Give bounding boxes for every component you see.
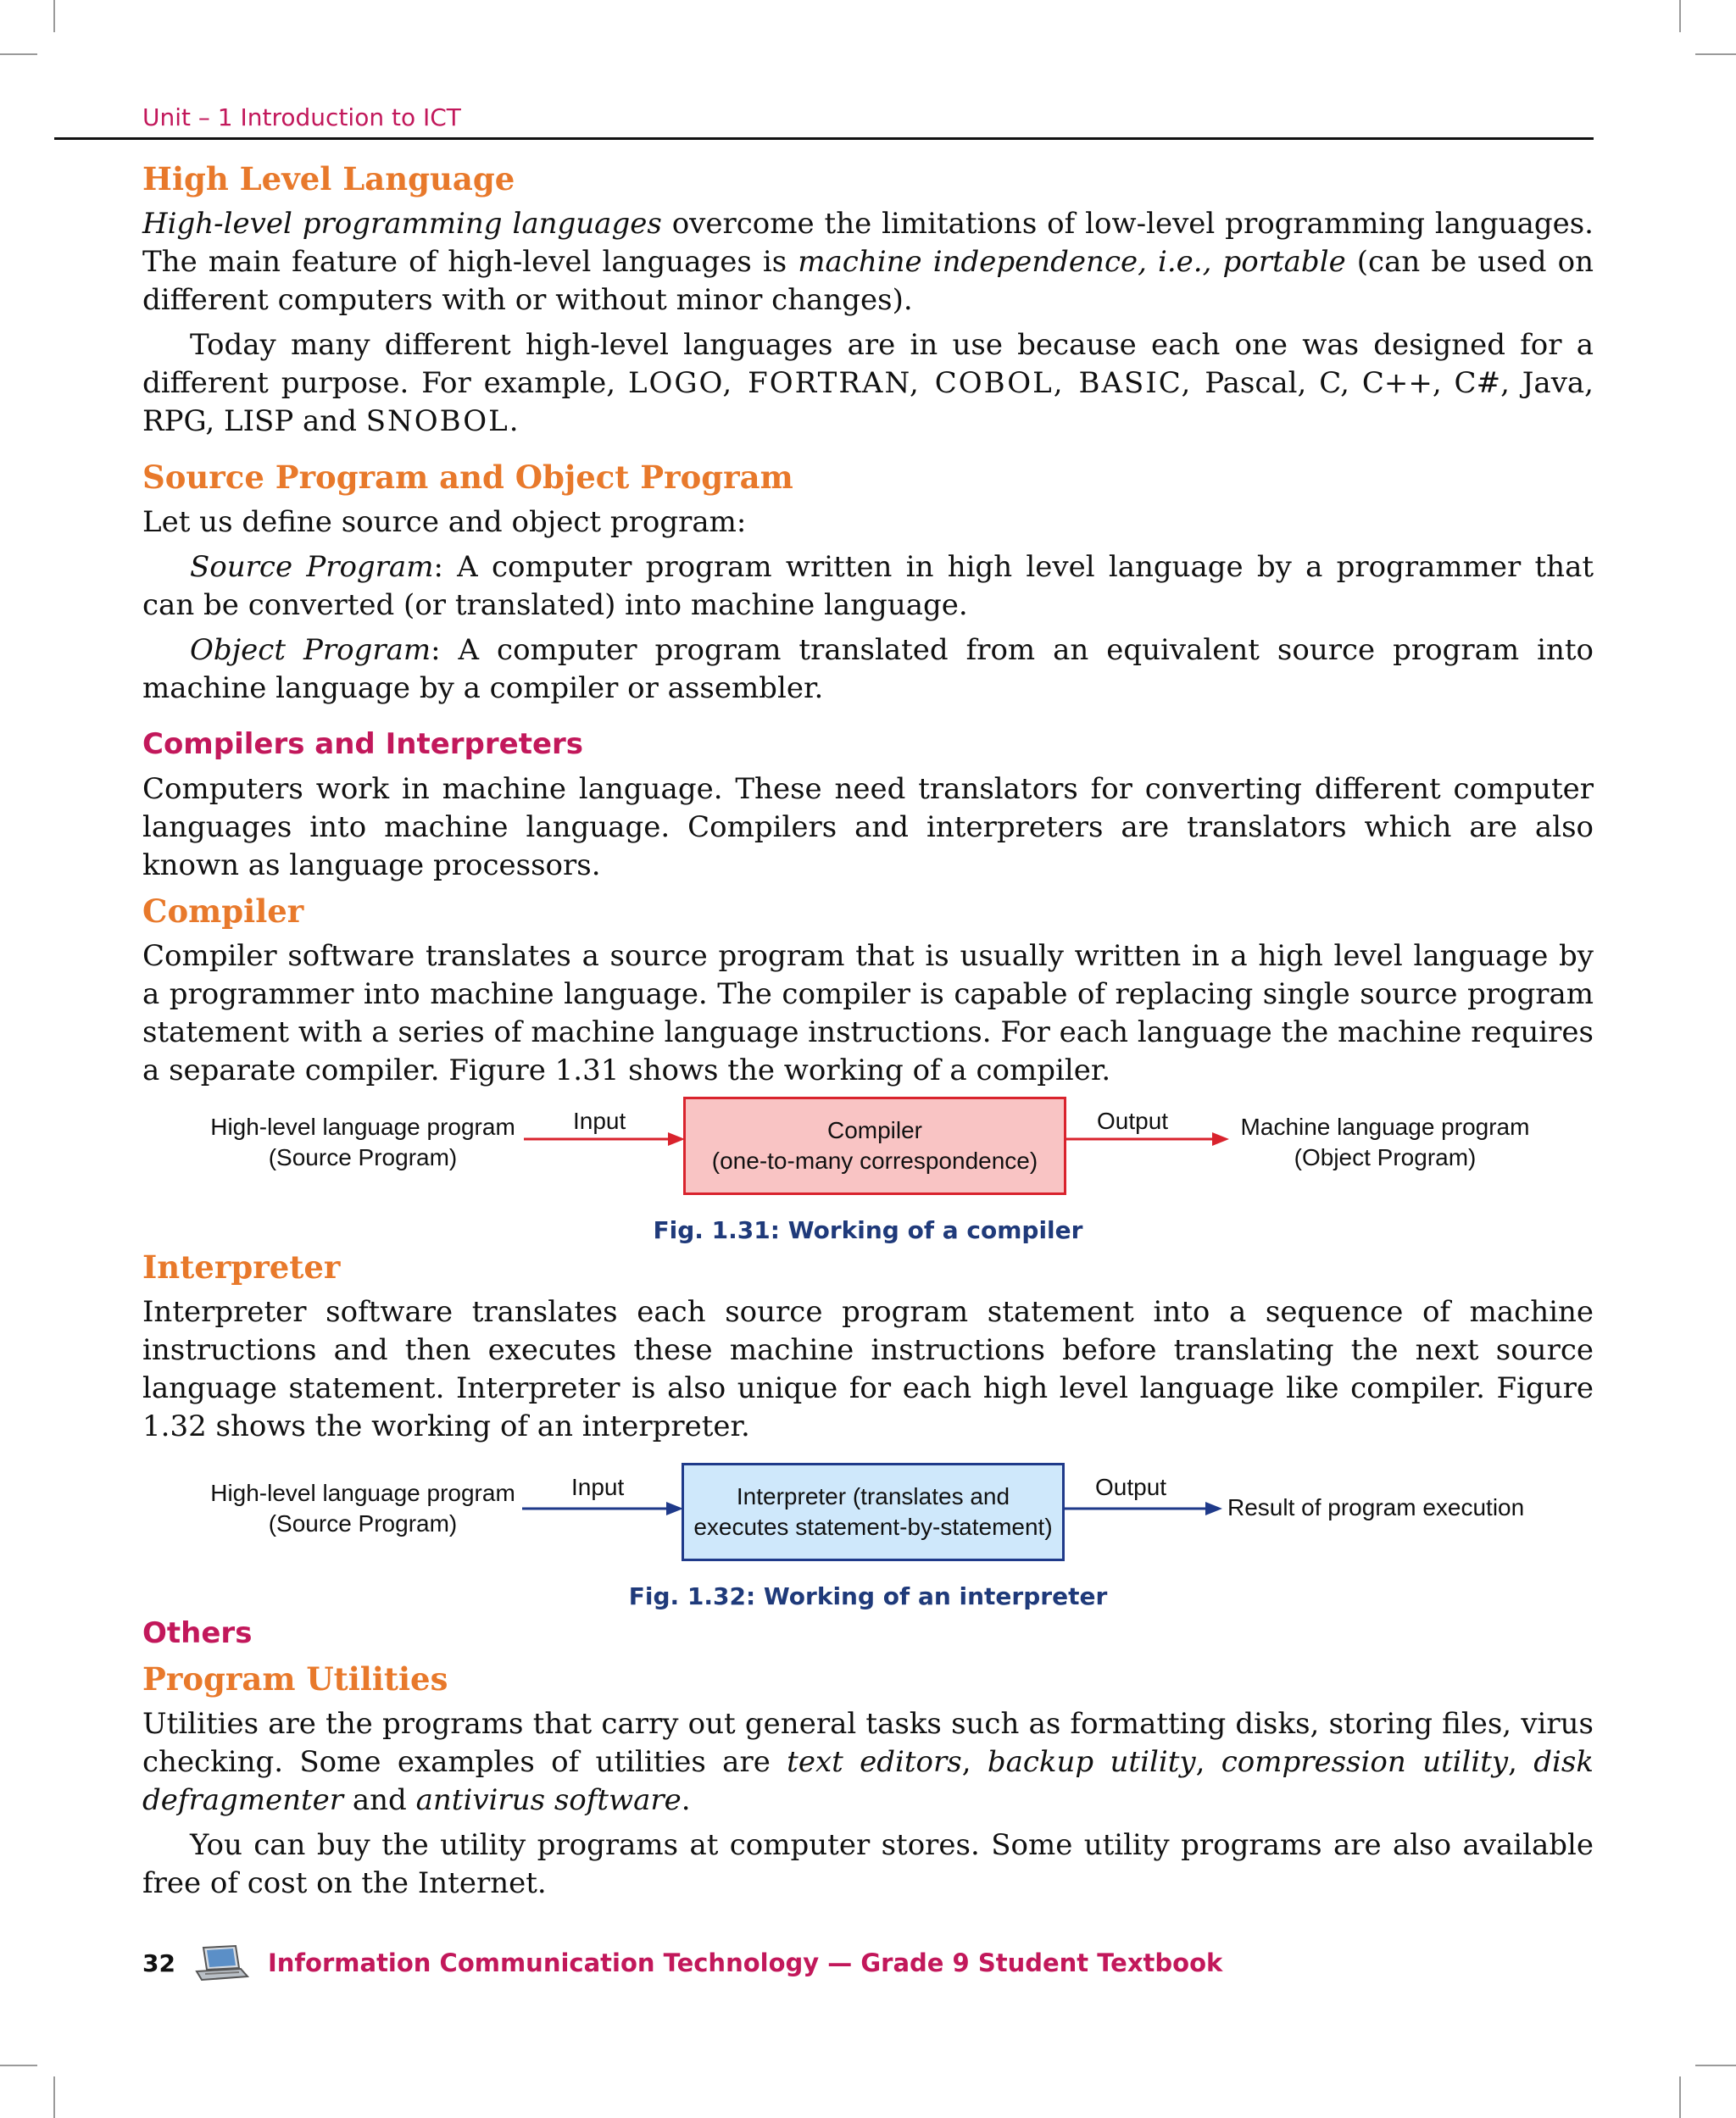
term: disk defragmenter — [142, 1745, 1594, 1817]
definition-source-program — [142, 548, 1594, 625]
heading-interpreter: Interpreter — [142, 1248, 341, 1286]
box-line: Compiler — [826, 1117, 922, 1143]
heading-compiler: Compiler — [142, 892, 304, 930]
label-line: Machine language program — [1240, 1114, 1530, 1140]
term: Object Program — [190, 633, 431, 667]
label-line: (Source Program) — [268, 1510, 458, 1537]
page-number: 32 — [142, 1948, 175, 1977]
label-line: (Object Program) — [1294, 1144, 1477, 1170]
figure-interpreter — [142, 1463, 1594, 1580]
definition-object-program — [142, 631, 1594, 708]
text-span: : A computer program written in high level language by a programmer that can be converted (or translated) into machine language. — [142, 550, 1594, 622]
compiler-box — [683, 1097, 1066, 1195]
interpreter-box — [682, 1463, 1065, 1561]
text-span: : A computer program translated from an equivalent source program into machine language by a compiler or assembler. — [142, 633, 1594, 705]
term: Source Program — [190, 550, 434, 584]
crop-mark — [53, 2076, 55, 2118]
text-span: (can be used on different computers with or without minor changes). — [142, 245, 1594, 317]
text-span: , — [961, 1745, 988, 1779]
page-footer — [142, 1944, 1329, 1982]
figure-compiler — [142, 1097, 1594, 1214]
fig-output-label: Output — [1095, 1474, 1167, 1500]
heading-compilers-interpreters: Compilers and Interpreters — [142, 727, 584, 761]
box-line: executes statement-by-statement) — [693, 1514, 1053, 1540]
fig-right-label: Result of program execution — [1227, 1494, 1525, 1520]
unit-header: Unit – 1 Introduction to ICT — [142, 103, 461, 131]
label-line: High-level language program — [210, 1114, 515, 1140]
text-span: overcome the limitations of low-level programming languages. The main feature of high-level languages is — [142, 207, 1594, 279]
label-line: (Source Program) — [268, 1144, 458, 1170]
text-span: , — [1508, 1745, 1534, 1779]
text-span: Utilities are the programs that carry out general tasks such as formatting disks, storing files, virus checking. Some examples of utilities are — [142, 1707, 1594, 1779]
fig-caption-interpreter: Fig. 1.32: Working of an interpreter — [628, 1582, 1108, 1610]
fig-right-label — [1224, 1112, 1546, 1173]
paragraph — [142, 205, 1594, 320]
fig-output-label: Output — [1097, 1108, 1169, 1134]
term-high-level-languages: High-level programming languages — [142, 207, 662, 241]
heading-others: Others — [142, 1616, 253, 1650]
fig-left-label — [193, 1112, 532, 1173]
fig-input-label: Input — [573, 1108, 626, 1134]
output-arrow — [1066, 1129, 1229, 1149]
crop-mark — [53, 0, 55, 32]
heading-program-utilities: Program Utilities — [142, 1660, 448, 1698]
crop-mark — [1679, 2076, 1681, 2118]
fig-left-label — [193, 1478, 532, 1539]
crop-mark — [0, 2065, 37, 2066]
paragraph — [142, 1705, 1594, 1820]
laptop-icon — [193, 1944, 249, 1982]
term: compression utility — [1221, 1745, 1509, 1779]
text-span: Today many different high-level languages are in use because each one was designed for a different purpose. For example, — [142, 328, 1594, 400]
header-rule — [54, 137, 1594, 140]
paragraph: Let us define source and object program: — [142, 505, 747, 539]
fig-input-label: Input — [571, 1474, 625, 1500]
heading-high-level-language: High Level Language — [142, 160, 515, 197]
language-list: SNOBOL. — [365, 404, 520, 438]
crop-mark — [1679, 0, 1681, 32]
crop-mark — [0, 53, 37, 55]
text-span: . — [681, 1783, 691, 1817]
input-arrow — [522, 1498, 683, 1519]
fig-caption-compiler: Fig. 1.31: Working of a compiler — [653, 1216, 1083, 1244]
term: antivirus software — [415, 1783, 682, 1817]
paragraph: Compiler software translates a source program that is usually written in a high level language by a programmer into machine language. The compiler is capable of replacing single source program statement with a series of machine language instructions. For each language the machine requires a separate compiler. Figure 1.31 shows the working of a compiler. — [142, 939, 1594, 1087]
language-list: LOGO, FORTRAN, COBOL, BASIC, — [627, 366, 1193, 400]
term: backup utility — [987, 1745, 1196, 1779]
paragraph: Interpreter software translates each source program statement into a sequence of machine instructions and then executes these machine instructions before translating the next source language statement. Interpreter is also unique for each high level language like compiler. Figure 1.32 shows the working of an interpreter. — [142, 1295, 1594, 1443]
text-span: and — [343, 1783, 416, 1817]
paragraph: Computers work in machine language. These need translators for converting different computer languages into machine language. Compilers and interpreters are translators which are also known as language processors. — [142, 772, 1594, 882]
page-content — [142, 159, 1594, 1903]
term-machine-independence: machine independence, i.e., portable — [798, 245, 1346, 279]
book-title: Information Communication Technology — Grade 9 Student Textbook — [268, 1948, 1223, 1977]
crop-mark — [1695, 2065, 1736, 2066]
text-span: Pascal, C, C++, C#, Java, RPG, LISP and — [142, 366, 1594, 438]
box-line: Interpreter (translates and — [736, 1483, 1010, 1509]
crop-mark — [1695, 53, 1736, 55]
heading-source-object-program: Source Program and Object Program — [142, 459, 793, 496]
label-line: High-level language program — [210, 1480, 515, 1506]
paragraph — [142, 326, 1594, 441]
box-line: (one-to-many correspondence) — [711, 1148, 1038, 1174]
input-arrow — [524, 1129, 685, 1149]
term: text editors — [787, 1745, 962, 1779]
text-span: , — [1195, 1745, 1221, 1779]
paragraph: You can buy the utility programs at computer stores. Some utility programs are also available free of cost on the Internet. — [142, 1828, 1594, 1900]
output-arrow — [1065, 1498, 1222, 1519]
